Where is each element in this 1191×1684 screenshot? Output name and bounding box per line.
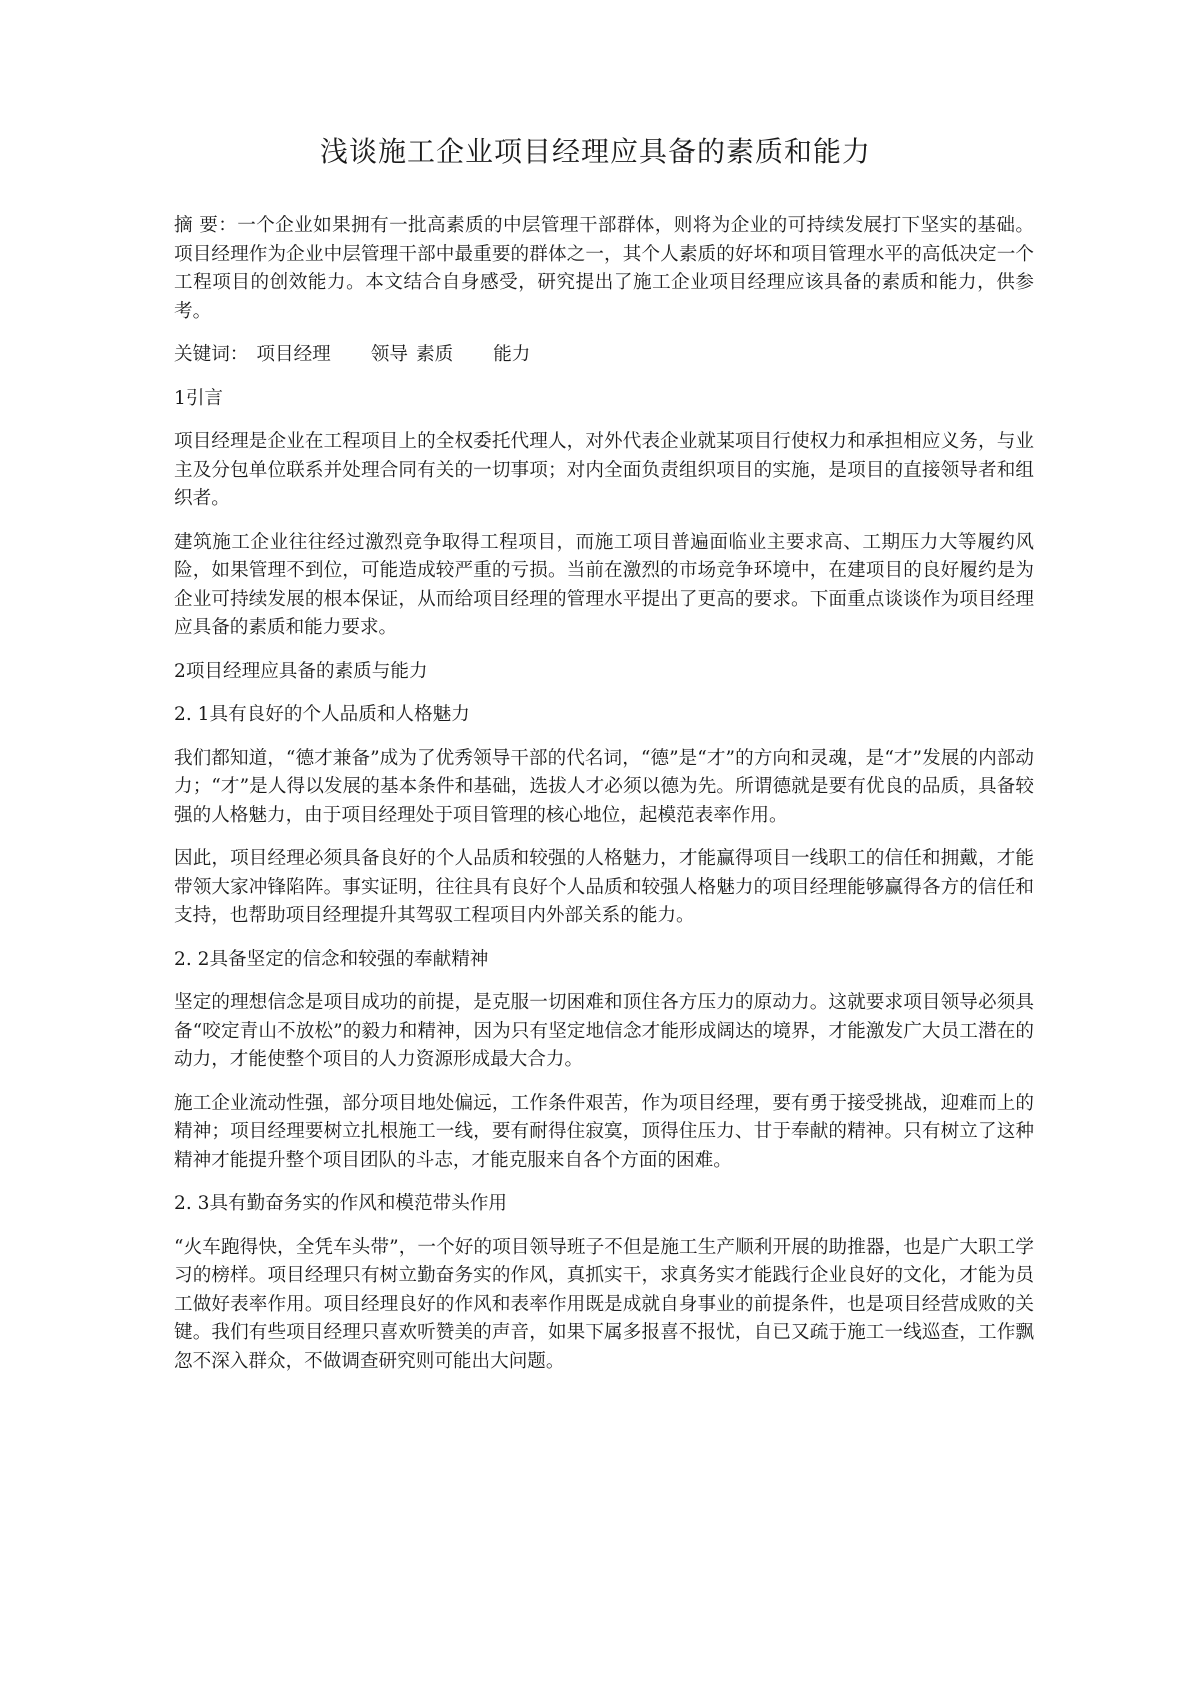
keyword-item: 能力: [493, 344, 531, 365]
body-paragraph: 施工企业流动性强，部分项目地处偏远，工作条件艰苦，作为项目经理，要有勇于接受挑战，迎难而上的精神；项目经理要树立扎根施工一线，要有耐得住寂寞，顶得住压力、甘于奉献的精神。只有树立了这种精神才能提升整个项目团队的斗志，才能克服来自各个方面的困难。: [174, 1092, 1034, 1171]
body-paragraph: “火车跑得快，全凭车头带”，一个好的项目领导班子不但是施工生产顺利开展的助推器，也是广大职工学习的榜样。项目经理只有树立勤奋务实的作风，真抓实干，求真务实才能践行企业良好的文化，才能为员工做好表率作用。项目经理良好的作风和表率作用既是成就自身事业的前提条件，也是项目经营成败的关键。我们有些项目经理只喜欢听赞美的声音，如果下属多报喜不报忧，自已又疏于施工一线巡查，工作飘忽不深入群众，不做调查研究则可能出大问题。: [174, 1236, 1034, 1372]
subsection-heading: 2. 3具有勤奋务实的作风和模范带头作用: [174, 1193, 507, 1214]
keywords-line: [174, 341, 1034, 370]
section-heading: 2项目经理应具备的素质与能力: [174, 660, 428, 682]
body-paragraph: 因此，项目经理必须具备良好的个人品质和较强的人格魅力，才能赢得项目一线职工的信任和拥戴，才能带领大家冲锋陷阵。事实证明，往往具有良好个人品质和较强人格魅力的项目经理能够赢得各方的信任和支持，也帮助项目经理提升其驾驭工程项目内外部关系的能力。: [174, 848, 1034, 926]
abstract-paragraph: 摘 要：一个企业如果拥有一批高素质的中层管理干部群体，则将为企业的可持续发展打下坚实的基础。项目经理作为企业中层管理干部中最重要的群体之一，其个人素质的好坏和项目管理水平的高低决定一个工程项目的创效能力。本文结合自身感受，研究提出了施工企业项目经理应该具备的素质和能力，供参考。: [174, 215, 1034, 322]
keyword-item: 项目经理: [256, 344, 331, 365]
subsection-heading: 2. 2具备坚定的信念和较强的奉献精神: [174, 948, 489, 970]
body-paragraph: 建筑施工企业往往经过激烈竞争取得工程项目，而施工项目普遍面临业主要求高、工期压力大等履约风险，如果管理不到位，可能造成较严重的亏损。当前在激烈的市场竞争环境中，在建项目的良好履约是为企业可持续发展的根本保证，从而给项目经理的管理水平提出了更高的要求。下面重点谈谈作为项目经理应具备的素质和能力要求。: [174, 531, 1034, 638]
document-title: 浅谈施工企业项目经理应具备的素质和能力: [319, 135, 871, 168]
keyword-item: 素质: [415, 344, 454, 365]
subsection-heading: 2. 1具有良好的个人品质和人格魅力: [174, 704, 470, 725]
section-heading: 1引言: [174, 387, 224, 409]
document-body: [174, 212, 1034, 1391]
keywords-label: 关键词：: [174, 344, 249, 365]
body-paragraph: 坚定的理想信念是项目成功的前提，是克服一切困难和顶住各方压力的原动力。这就要求项目领导必须具备“咬定青山不放松”的毅力和精神，因为只有坚定地信念才能形成阔达的境界，才能激发广大员工潜在的动力，才能使整个项目的人力资源形成最大合力。: [174, 992, 1034, 1070]
keyword-item: 领导: [370, 344, 408, 365]
body-paragraph: 我们都知道，“德才兼备”成为了优秀领导干部的代名词，“德”是“才”的方向和灵魂，是“才”发展的内部动力；“才”是人得以发展的基本条件和基础，选拔人才必须以德为先。所谓德就是要有优良的品质，具备较强的人格魅力，由于项目经理处于项目管理的核心地位，起模范表率作用。: [174, 747, 1034, 826]
body-paragraph: 项目经理是企业在工程项目上的全权委托代理人，对外代表企业就某项目行使权力和承担相应义务，与业主及分包单位联系并处理合同有关的一切事项；对内全面负责组织项目的实施，是项目的直接领导者和组织者。: [174, 431, 1034, 509]
